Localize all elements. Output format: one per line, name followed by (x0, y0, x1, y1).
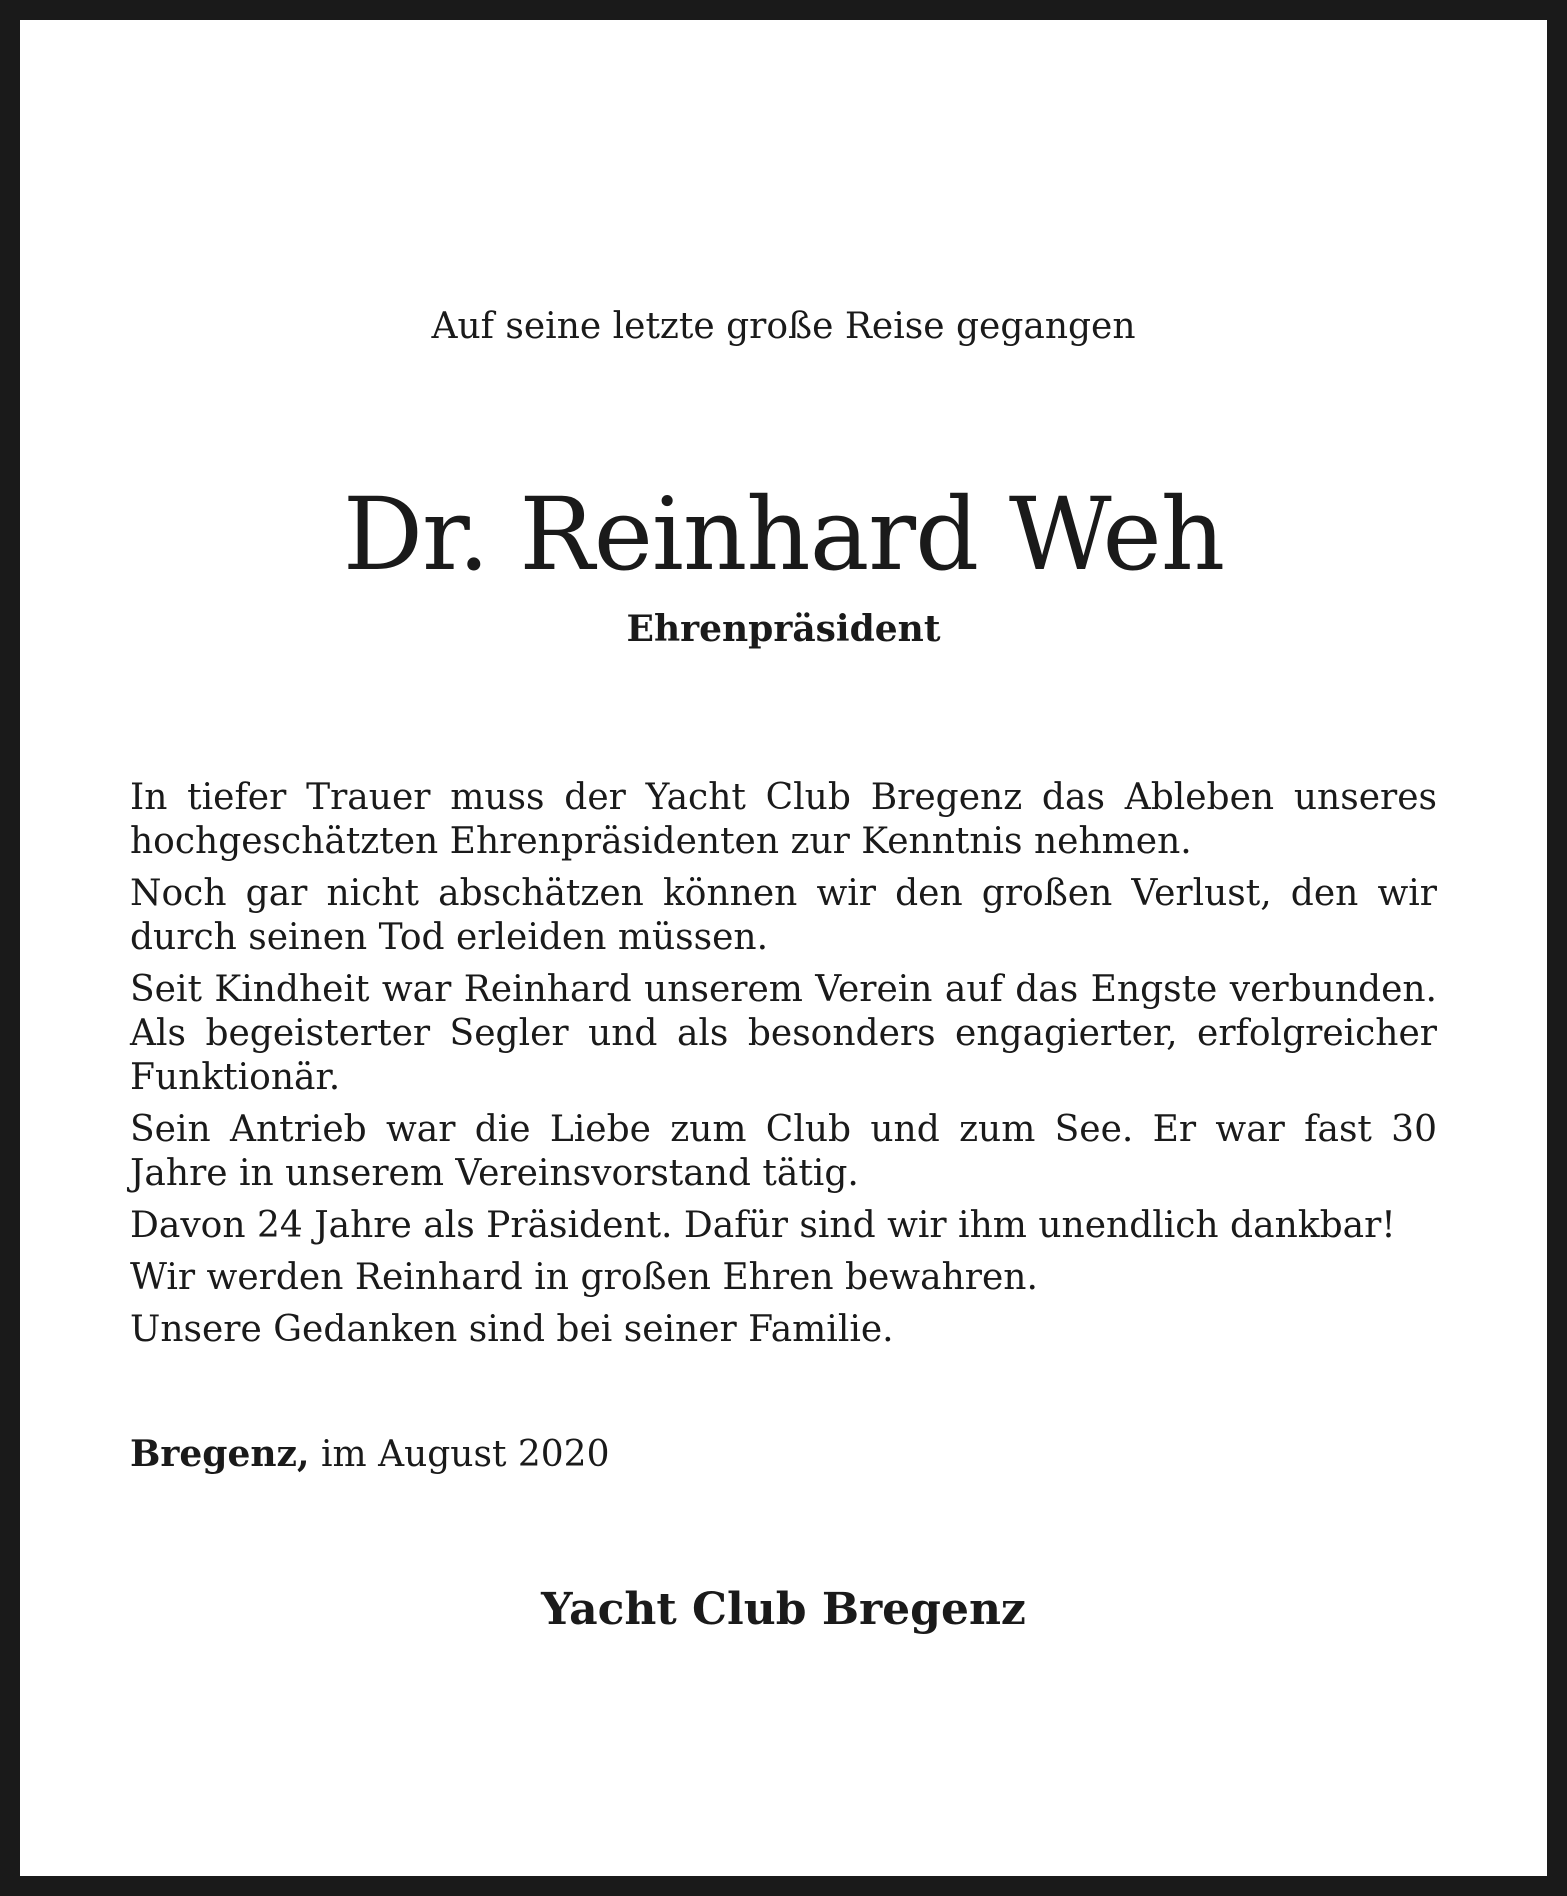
body-paragraph: Unsere Gedanken sind bei seiner Familie. (130, 1309, 894, 1350)
body-paragraph: Sein Antrieb war die Liebe zum Club und zum See. Er war fast 30 Jahre in unserem Vereinsvorstand tätig. (130, 1109, 1437, 1194)
place: Bregenz, (130, 1433, 310, 1475)
body-paragraph: Noch gar nicht abschätzen können wir den großen Verlust, den wir durch seinen Tod erleiden müssen. (130, 873, 1437, 958)
body-paragraph: Davon 24 Jahre als Präsident. Dafür sind wir ihm unendlich dankbar! (130, 1205, 1396, 1246)
body-paragraph: Wir werden Reinhard in großen Ehren bewahren. (130, 1257, 1038, 1298)
deceased-name: Dr. Reinhard Weh (342, 476, 1225, 593)
place-date-line (130, 1430, 610, 1479)
date: im August 2020 (320, 1434, 610, 1475)
body-paragraph: In tiefer Trauer muss der Yacht Club Bregenz das Ableben unseres hochgeschätzten Ehrenpräsidenten zur Kenntnis nehmen. (130, 777, 1437, 862)
deceased-role: Ehrenpräsident (626, 608, 941, 650)
obituary-body (130, 776, 1437, 1360)
signature: Yacht Club Bregenz (541, 1584, 1026, 1635)
intro-line: Auf seine letzte große Reise gegangen (431, 306, 1136, 347)
body-paragraph: Seit Kindheit war Reinhard unserem Verein auf das Engste verbunden. Als begeisterter Segler und als besonders engagierter, erfolgreicher Funktionär. (130, 969, 1437, 1098)
